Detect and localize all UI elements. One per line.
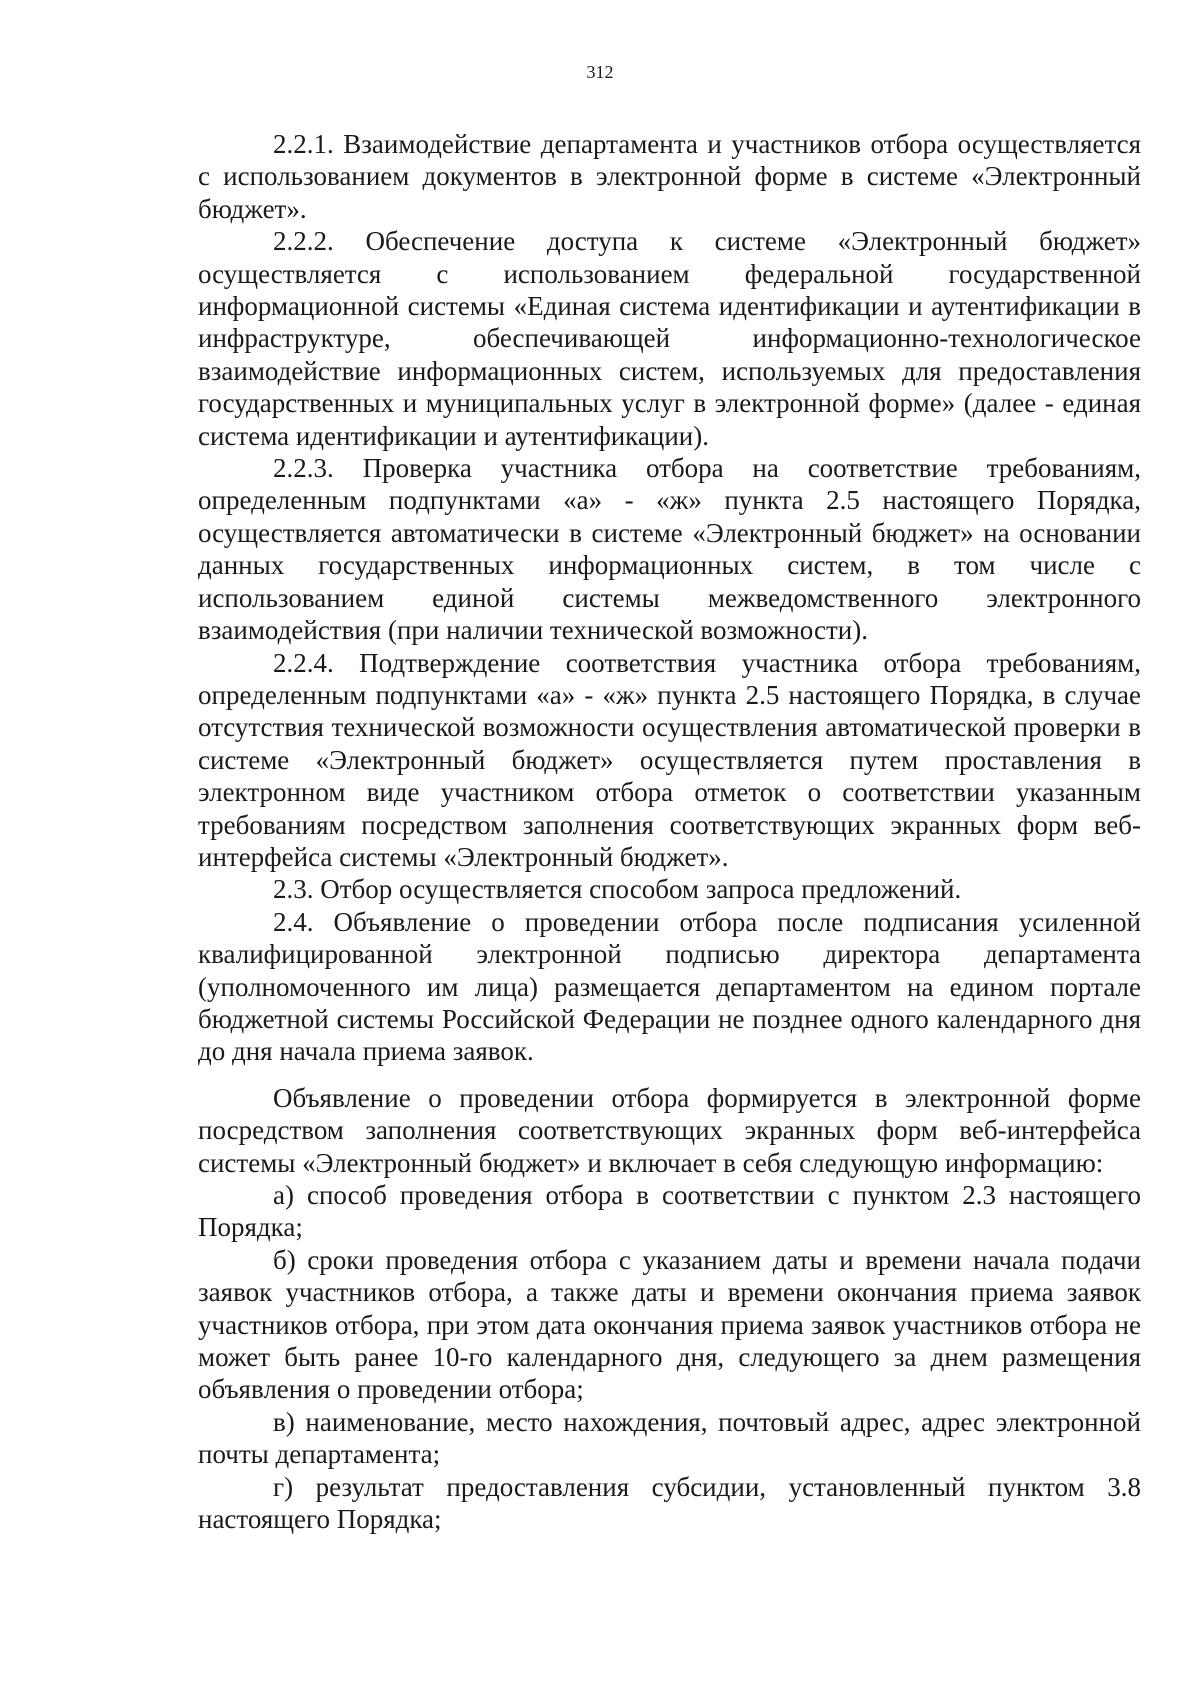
list-item-a: а) способ проведения отбора в соответствии с пунктом 2.3 настоящего Порядка; (198, 1180, 1141, 1243)
page-number: 312 (586, 62, 614, 82)
paragraph-2-2-2: 2.2.2. Обеспечение доступа к системе «Электронный бюджет» осуществляется с использованием федеральной государственной информационной системы «Единая система идентификации и аутентификации в инфраструктуре, обеспечивающей информационно-технологическое взаимодействие информационных систем, используемых для предоставления государственных и муниципальных услуг в электронной форме» (далее - единая система идентификации и аутентификации). (198, 226, 1141, 451)
paragraph-2-4: 2.4. Объявление о проведении отбора после подписания усиленной квалифицированной электронной подписью директора департамента (уполномоченного им лица) размещается департаментом на едином портале бюджетной системы Российской Федерации не позднее одного календарного дня до дня начала приема заявок. (198, 906, 1141, 1067)
paragraph-announcement: Объявление о проведении отбора формируется в электронной форме посредством заполнения соответствующих экранных форм веб-интерфейса системы «Электронный бюджет» и включает в себя следующую информацию: (198, 1082, 1141, 1178)
document-body (198, 128, 1141, 1535)
list-item-b: б) сроки проведения отбора с указанием даты и времени начала подачи заявок участников отбора, а также даты и времени окончания приема заявок участников отбора, при этом дата окончания приема заявок участников отбора не может быть ранее 10-го календарного дня, следующего за днем размещения объявления о проведении отбора; (198, 1244, 1141, 1405)
list-item-g: г) результат предоставления субсидии, установленный пунктом 3.8 настоящего Порядка; (198, 1471, 1141, 1535)
paragraph-2-2-3: 2.2.3. Проверка участника отбора на соответствие требованиям, определенным подпунктами «а» - «ж» пункта 2.5 настоящего Порядка, осуществляется автоматически в системе «Электронный бюджет» на основании данных государственных информационных систем, в том числе с использованием единой системы межведомственного электронного взаимодействия (при наличии технической возможности). (198, 453, 1141, 646)
paragraph-2-2-1: 2.2.1. Взаимодействие департамента и участников отбора осуществляется с использованием документов в электронной форме в системе «Электронный бюджет». (198, 129, 1141, 224)
list-item-v: в) наименование, место нахождения, почтовый адрес, адрес электронной почты департамента; (198, 1406, 1141, 1470)
paragraph-2-3: 2.3. Отбор осуществляется способом запроса предложений. (273, 874, 962, 905)
paragraph-2-2-4: 2.2.4. Подтверждение соответствия участника отбора требованиям, определенным подпунктами «а» - «ж» пункта 2.5 настоящего Порядка, в случае отсутствия технической возможности осуществления автоматической проверки в системе «Электронный бюджет» осуществляется путем проставления в электронном виде участником отбора отметок о соответствии указанным требованиям посредством заполнения соответствующих экранных форм веб-интерфейса системы «Электронный бюджет». (198, 647, 1141, 872)
